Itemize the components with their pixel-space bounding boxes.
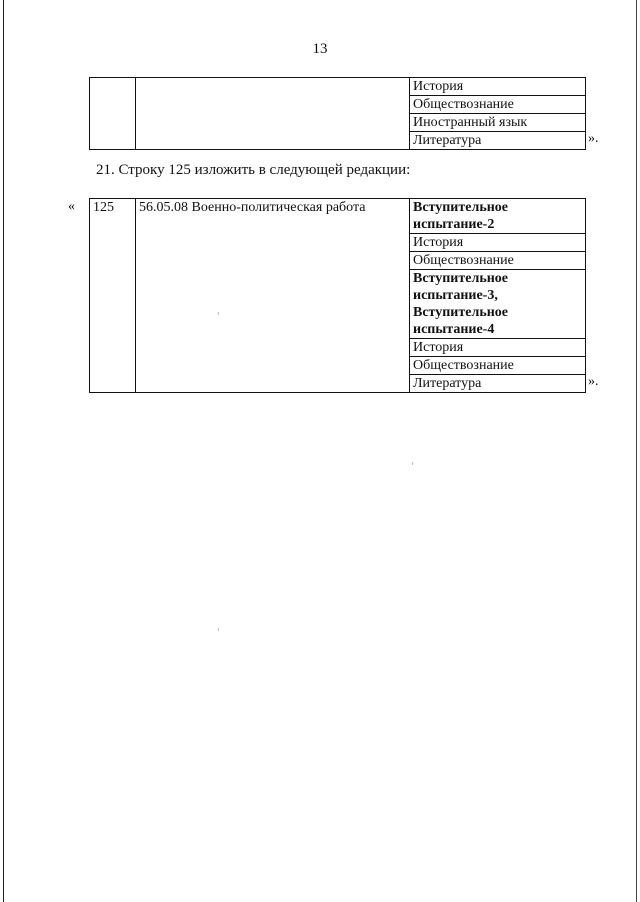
table-row [90,199,586,234]
subject-cell: Обществознание [410,252,586,270]
scan-speck [412,462,413,465]
page-number: 13 [312,41,328,57]
scan-speck [218,312,219,315]
number-cell [90,78,136,150]
closing-quote: ». [588,131,599,146]
opening-quote: « [68,199,75,214]
subject-cell: Иностранный язык [410,114,586,132]
table-row [90,78,586,96]
row-number-cell: 125 [90,199,136,393]
closing-quote: ». [588,374,599,389]
exam-header-cell: Вступительное испытание-2 [410,199,586,234]
subject-cell: История [410,78,586,96]
name-cell [136,78,410,150]
instruction-paragraph: 21. Строку 125 изложить в следующей редакции: [96,162,411,178]
page-edge-right [636,0,637,902]
scan-speck [218,628,219,631]
subject-cell: История [410,234,586,252]
subject-cell: Обществознание [410,96,586,114]
table-continuation [89,77,586,150]
subject-cell: Литература [410,132,586,150]
subject-cell: Литература [410,375,586,393]
program-name-cell: 56.05.08 Военно-политическая работа [136,199,410,393]
subject-cell: Обществознание [410,357,586,375]
subject-cell: История [410,339,586,357]
table-row-125 [89,198,586,393]
exam-header-cell: Вступительное испытание-3, Вступительное испытание-4 [410,270,586,339]
page-edge-left [3,0,4,902]
